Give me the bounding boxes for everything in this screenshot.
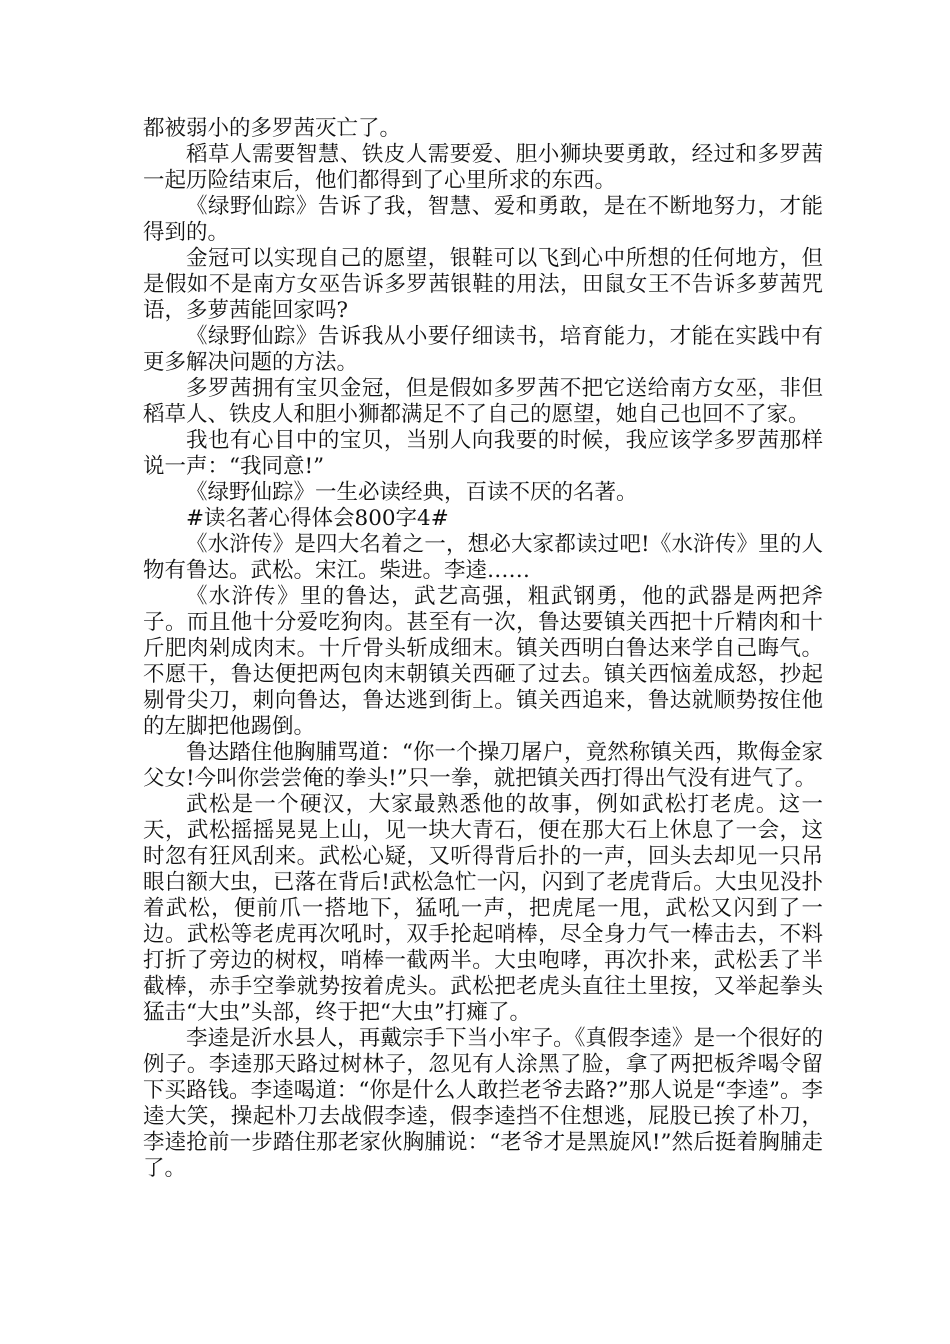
paragraph-3: 《绿野仙踪》告诉了我，智慧、爱和勇敢，是在不断地努力，才能得到的。 — [143, 194, 823, 245]
paragraph-4: 金冠可以实现自己的愿望，银鞋可以飞到心中所想的任何地方，但是假如不是南方女巫告诉多罗茜银鞋的用法，田鼠女王不告诉多萝茜咒语，多萝茜能回家吗? — [143, 246, 823, 323]
paragraph-10: 《水浒传》是四大名着之一，想必大家都读过吧!《水浒传》里的人物有鲁达。武松。宋江。柴进。李逵…… — [143, 532, 823, 583]
paragraph-6: 多罗茜拥有宝贝金冠，但是假如多罗茜不把它送给南方女巫，非但稻草人、铁皮人和胆小狮都满足不了自己的愿望，她自己也回不了家。 — [143, 376, 823, 427]
paragraph-8: 《绿野仙踪》一生必读经典，百读不厌的名著。 — [186, 480, 638, 505]
paragraph-7: 我也有心目中的宝贝，当别人向我要的时候，我应该学多罗茜那样说一声：“我同意!” — [143, 428, 823, 479]
paragraph-13: 武松是一个硬汉，大家最熟悉他的故事，例如武松打老虎。这一天，武松摇摇晃晃上山，见一块大青石，便在那大石上休息了一会，这时忽有狂风刮来。武松心疑，又听得背后扑的一声，回头去却见一只吊眼白额大虫，已落在背后!武松急忙一闪，闪到了老虎背后。大虫见没扑着武松，便前爪一搭地下，猛吼一声，把虎尾一甩，武松又闪到了一边。武松等老虎再次吼时，双手抡起哨棒，尽全身力气一棒击去，不料打折了旁边的树杈，哨棒一截两半。大虫咆哮，再次扑来，武松丢了半截棒，赤手空拳就势按着虎头。武松把老虎头直往土里按，又举起拳头猛击“大虫”头部，终于把“大虫”打瘫了。 — [143, 792, 823, 1025]
paragraph-14: 李逵是沂水县人，再戴宗手下当小牢子。《真假李逵》是一个很好的例子。李逵那天路过树林子，忽见有人涂黑了脸，拿了两把板斧喝令留下买路钱。李逵喝道：“你是什么人敢拦老爷去路?”那人说是“李逵”。李逵大笑，操起朴刀去战假李逵，假李逵挡不住想逃，屁股已挨了朴刀，李逵抢前一步踏住那老家伙胸脯说：“老爷才是黑旋风!”然后挺着胸脯走了。 — [143, 1026, 823, 1181]
paragraph-1: 都被弱小的多罗茜灭亡了。 — [143, 116, 402, 141]
paragraph-12: 鲁达踏住他胸脯骂道：“你一个操刀屠户，竟然称镇关西，欺侮金家父女!今叫你尝尝俺的拳头!”只一拳，就把镇关西打得出气没有进气了。 — [143, 740, 823, 791]
paragraph-5: 《绿野仙踪》告诉我从小要仔细读书，培育能力，才能在实践中有更多解决问题的方法。 — [143, 324, 823, 375]
paragraph-2: 稻草人需要智慧、铁皮人需要爱、胆小狮块要勇敢，经过和多罗茜一起历险结束后，他们都得到了心里所求的东西。 — [143, 142, 823, 193]
document-page — [143, 116, 823, 1182]
paragraph-11: 《水浒传》里的鲁达，武艺高强，粗武钢勇，他的武器是两把斧子。而且他十分爱吃狗肉。甚至有一次，鲁达要镇关西把十斤精肉和十斤肥肉剁成肉末。十斤骨头斩成细末。镇关西明白鲁达来学自己晦气。不愿干，鲁达便把两包肉末朝镇关西砸了过去。镇关西恼羞成怒，抄起剔骨尖刀，刺向鲁达，鲁达逃到街上。镇关西追来，鲁达就顺势按住他的左脚把他踢倒。 — [143, 584, 823, 739]
section-heading: #读名著心得体会800字4# — [186, 506, 449, 531]
